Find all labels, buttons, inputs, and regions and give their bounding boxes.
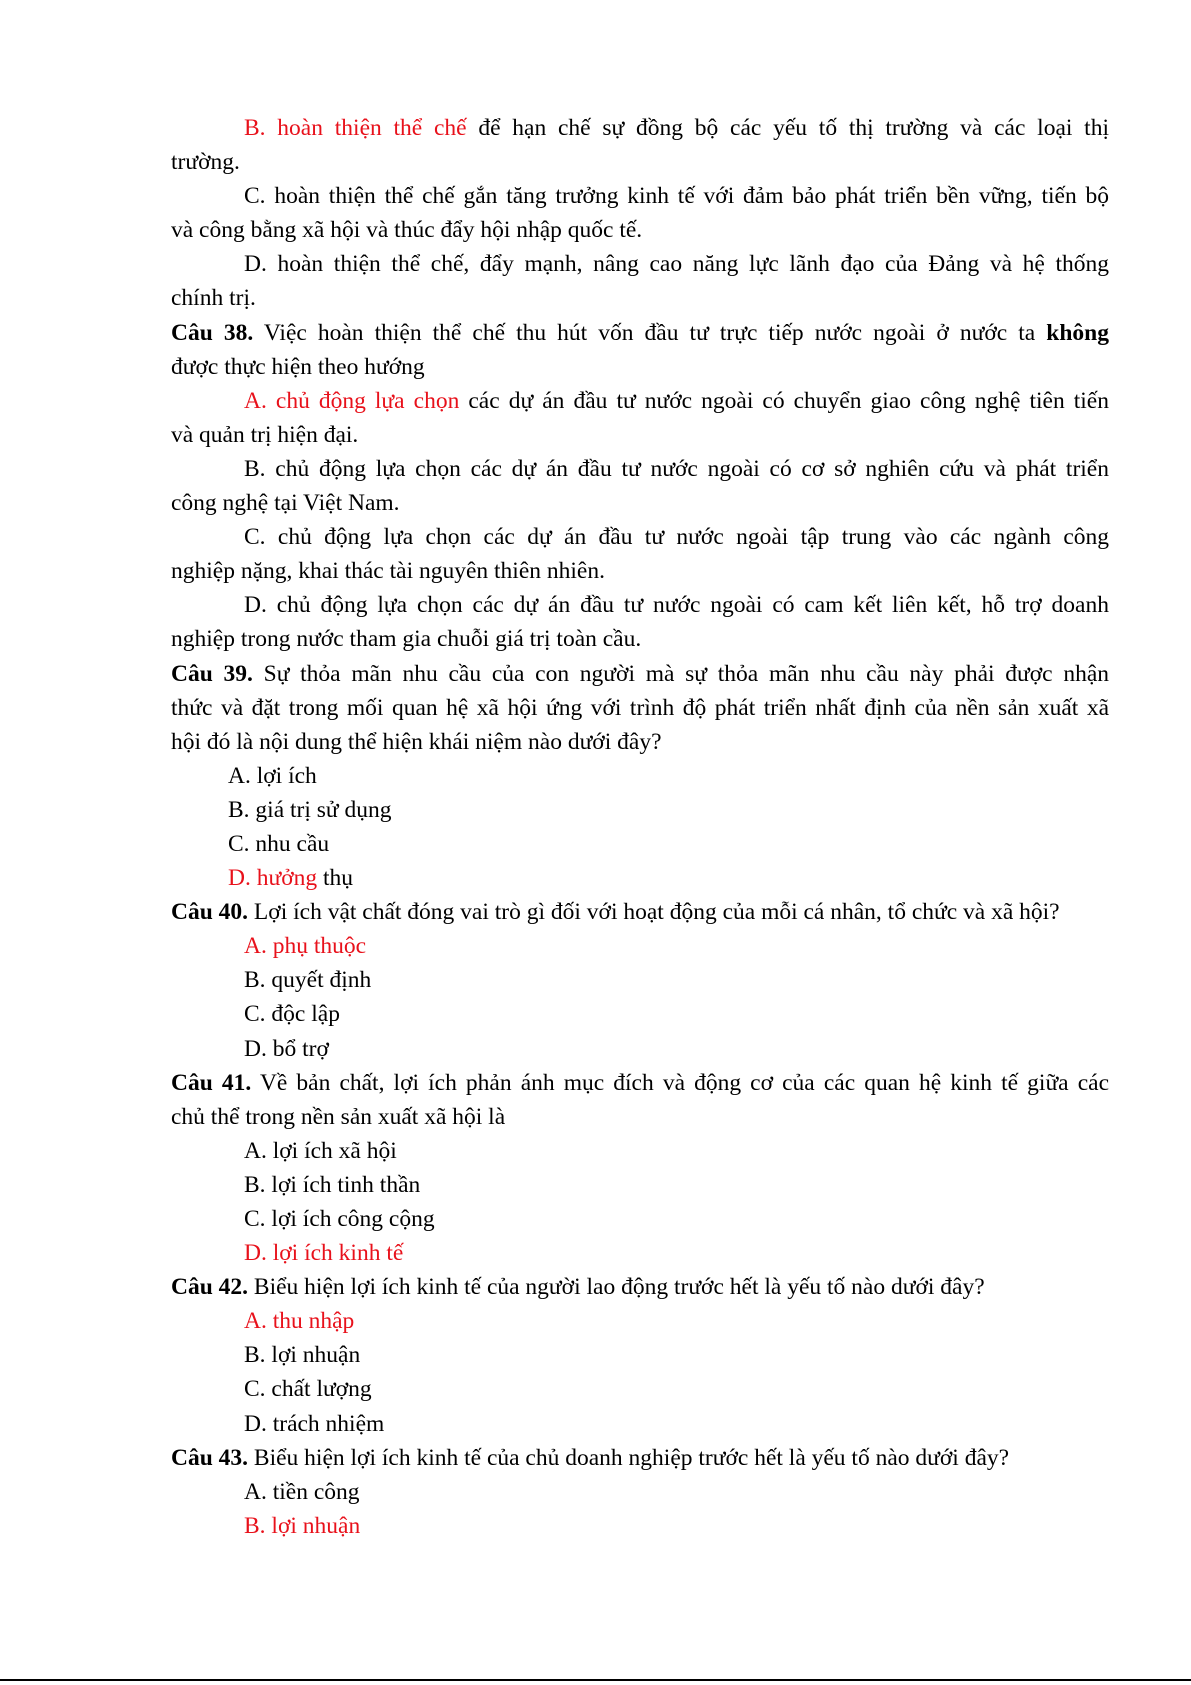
question-label: Câu 39.: [171, 660, 253, 687]
answer-highlight: A. chủ động lựa chọn: [244, 387, 460, 414]
q39-stem: [171, 657, 1109, 691]
q41-option-b: B. lợi ích tinh thần: [244, 1171, 421, 1198]
q43-option-a: A. tiền công: [244, 1478, 360, 1505]
answer-highlight: B. hoàn thiện thể chế: [244, 115, 467, 141]
question-label: Câu 43.: [171, 1444, 249, 1471]
q37-option-c: C. hoàn thiện thể chế gắn tăng trưởng kinh tế với đảm bảo phát triển bền vững, tiến bộ: [244, 183, 1109, 210]
q37-option-c-cont: và công bằng xã hội và thúc đẩy hội nhập quốc tế.: [171, 217, 643, 244]
q38-option-b: B. chủ động lựa chọn các dự án đầu tư nước ngoài có cơ sở nghiên cứu và phát triển: [244, 455, 1109, 482]
q37-option-b: [171, 111, 1109, 145]
q42-stem: [171, 1270, 1109, 1304]
q40-option-d: D. bổ trợ: [244, 1035, 329, 1062]
question-label: Câu 42.: [171, 1274, 249, 1301]
document-page: [171, 111, 1109, 1543]
stem-text: Lợi ích vật chất đóng vai trò gì đối với hoạt động của mỗi cá nhân, tổ chức và xã hội?: [253, 899, 1060, 926]
q37-option-d: D. hoàn thiện thể chế, đẩy mạnh, nâng cao năng lực lãnh đạo của Đảng và hệ thống: [244, 251, 1109, 278]
q40-option-b: B. quyết định: [244, 967, 372, 994]
stem-text: Về bản chất, lợi ích phản ánh mục đích và động cơ của các quan hệ kinh tế giữa các: [259, 1069, 1109, 1096]
q38-stem: [171, 316, 1109, 350]
question-label: Câu 40.: [171, 899, 249, 926]
q38-option-b-cont: công nghệ tại Việt Nam.: [171, 490, 400, 517]
q39-stem-cont-2: hội đó là nội dung thể hiện khái niệm nào dưới đây?: [171, 728, 662, 755]
answer-highlight: D. hưởng: [228, 865, 318, 892]
q38-option-d: D. chủ động lựa chọn các dự án đầu tư nước ngoài có cam kết liên kết, hỗ trợ doanh: [244, 592, 1109, 619]
q40-option-c: C. độc lập: [244, 1001, 340, 1028]
q41-option-d: D. lợi ích kinh tế: [244, 1240, 404, 1267]
stem-text: Sự thỏa mãn nhu cầu của con người mà sự thỏa mãn nhu cầu này phải được nhận: [263, 660, 1110, 687]
q40-stem: [171, 895, 1109, 929]
q39-option-b: B. giá trị sử dụng: [228, 796, 392, 823]
q38-option-a-cont: và quản trị hiện đại.: [171, 421, 359, 448]
q39-option-a: A. lợi ích: [228, 762, 317, 789]
q38-option-c: C. chủ động lựa chọn các dự án đầu tư nước ngoài tập trung vào các ngành công: [244, 524, 1109, 551]
q42-option-a: A. thu nhập: [244, 1308, 355, 1335]
option-text: thụ: [323, 865, 354, 892]
negation-word: không: [1046, 319, 1110, 346]
question-label: Câu 38.: [171, 319, 254, 346]
q42-option-b: B. lợi nhuận: [244, 1342, 361, 1369]
q42-option-d: D. trách nhiệm: [244, 1410, 385, 1437]
q41-option-c: C. lợi ích công cộng: [244, 1206, 435, 1232]
q41-stem-cont: chủ thể trong nền sản xuất xã hội là: [171, 1103, 506, 1130]
page-bottom-rule: [0, 1679, 1191, 1681]
q43-stem: [171, 1441, 1109, 1475]
question-label: Câu 41.: [171, 1069, 252, 1096]
q43-option-b: B. lợi nhuận: [244, 1512, 361, 1539]
q38-stem-cont: được thực hiện theo hướng: [171, 353, 425, 380]
q38-option-d-cont: nghiệp trong nước tham gia chuỗi giá trị toàn cầu.: [171, 626, 642, 653]
stem-text: Việc hoàn thiện thể chế thu hút vốn đầu tư trực tiếp nước ngoài ở nước ta: [263, 319, 1036, 346]
q40-option-a: A. phụ thuộc: [244, 933, 367, 960]
q39-option-d: [171, 861, 1109, 895]
stem-text: Biểu hiện lợi ích kinh tế của người lao động trước hết là yếu tố nào dưới đây?: [253, 1274, 985, 1301]
q37-option-b-cont: trường.: [171, 149, 240, 176]
q38-option-c-cont: nghiệp nặng, khai thác tài nguyên thiên nhiên.: [171, 558, 605, 585]
q39-stem-cont: thức và đặt trong mối quan hệ xã hội ứng với trình độ phát triển nhất định của nền sản xuất xã: [171, 694, 1109, 721]
q41-stem: [171, 1066, 1109, 1100]
q41-option-a: A. lợi ích xã hội: [244, 1137, 397, 1164]
q38-option-a: [171, 384, 1109, 418]
stem-text: Biểu hiện lợi ích kinh tế của chủ doanh nghiệp trước hết là yếu tố nào dưới đây?: [253, 1444, 1010, 1471]
q39-option-c: C. nhu cầu: [228, 830, 330, 857]
q37-option-d-cont: chính trị.: [171, 285, 256, 312]
option-text: để hạn chế sự đồng bộ các yếu tố thị trường và các loại thị: [478, 115, 1109, 141]
option-text: các dự án đầu tư nước ngoài có chuyển giao công nghệ tiên tiến: [468, 387, 1109, 414]
q42-option-c: C. chất lượng: [244, 1376, 372, 1403]
